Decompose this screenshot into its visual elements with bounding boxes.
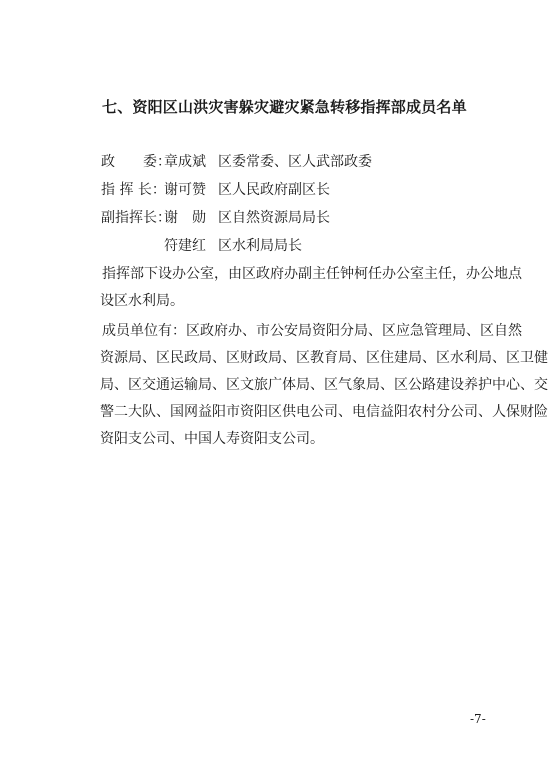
member-role [101, 208, 171, 228]
member-row-political-commissar [0, 152, 548, 172]
units-paragraph-line: 成员单位有：区政府办、市公安局资阳分局、区应急管理局、区自然 [102, 323, 522, 339]
member-duty: 区委常委、区人武部政委 [218, 154, 372, 170]
member-name: 谢 勋 [164, 210, 206, 226]
member-duty: 区水利局局长 [218, 238, 302, 254]
member-duty: 区自然资源局局长 [218, 210, 330, 226]
member-role-label: 指 挥 长： [101, 182, 166, 198]
member-role-label: 副指挥长： [101, 210, 171, 226]
member-name: 谢可赞 [164, 182, 206, 198]
member-role [101, 152, 171, 172]
member-duty: 区人民政府副区长 [218, 182, 330, 198]
units-paragraph-line: 局、区交通运输局、区文旅广体局、区气象局、区公路建设养护中心、交 [100, 377, 548, 393]
member-name: 章成斌 [164, 154, 206, 170]
units-paragraph-line: 资源局、区民政局、区财政局、区教育局、区住建局、区水利局、区卫健 [100, 350, 548, 366]
page-number: -7- [470, 712, 486, 726]
office-paragraph-line: 指挥部下设办公室，由区政府办副主任钟柯任办公室主任，办公地点 [102, 266, 522, 282]
member-name: 符建红 [164, 238, 206, 254]
member-role-label: 政 委： [101, 154, 171, 170]
page-title: 七、资阳区山洪灾害躲灾避灾紧急转移指挥部成员名单 [102, 98, 467, 116]
member-role [101, 180, 167, 200]
member-row-deputy-commander-2 [0, 236, 548, 256]
member-row-commander [0, 180, 548, 200]
office-paragraph-line: 设区水利局。 [100, 293, 184, 309]
units-paragraph-line: 资阳支公司、中国人寿资阳支公司。 [100, 431, 324, 447]
member-row-deputy-commander [0, 208, 548, 228]
units-paragraph-line: 警二大队、国网益阳市资阳区供电公司、电信益阳农村分公司、人保财险 [100, 404, 548, 420]
